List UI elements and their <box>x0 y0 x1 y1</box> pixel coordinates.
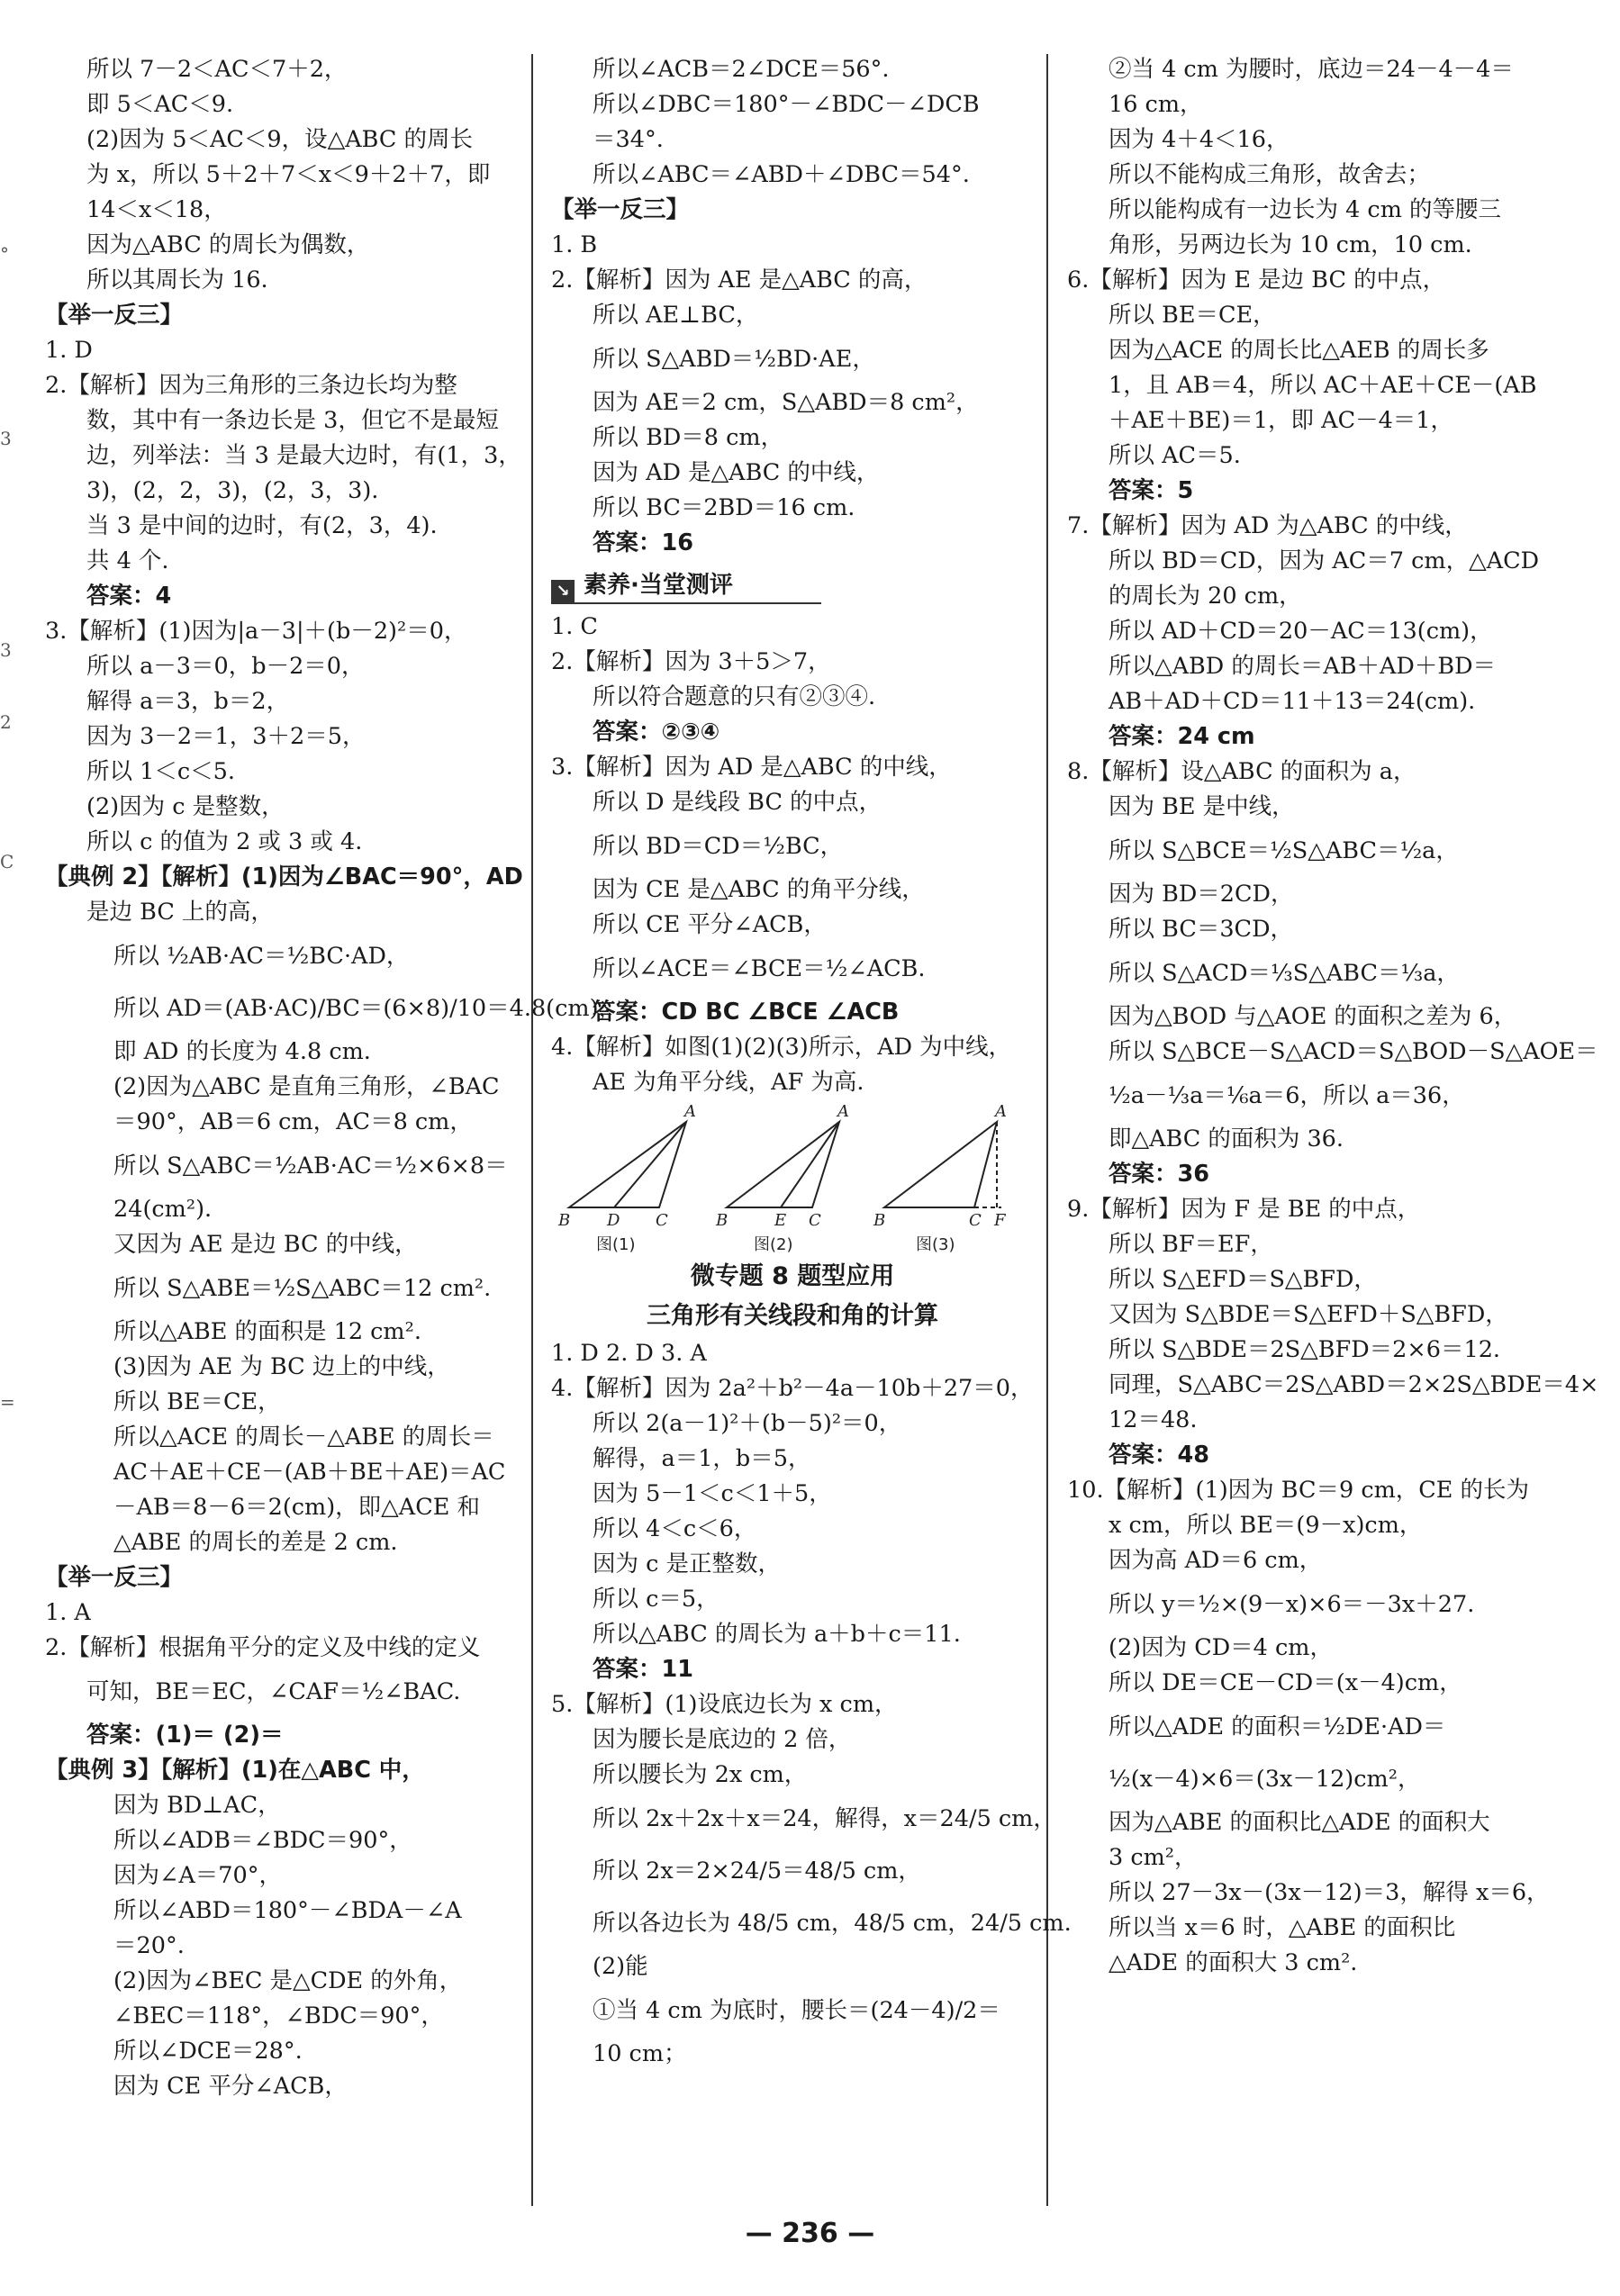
section-heading: 【典例 3】【解析】(1)在△ABC 中， <box>45 1757 425 1784</box>
formula-line: 所以 S△ABE＝½S△ABC＝12 cm². <box>113 1275 492 1302</box>
text-line: 因为 BD＝2CD， <box>1109 881 1294 908</box>
text-line: 共 4 个. <box>86 547 169 574</box>
text-line: AC＋AE＋CE－(AB＋BE＋AE)＝AC <box>113 1459 506 1486</box>
formula-line: 所以∠ACE＝∠BCE＝½∠ACB. <box>593 955 926 982</box>
triangle-2 <box>727 1122 839 1207</box>
question-line: 2.【解析】因为 3＋5＞7， <box>551 648 831 675</box>
question-line: 9.【解析】因为 F 是 BE 的中点， <box>1067 1196 1421 1223</box>
question-line: 3.【解析】(1)因为|a－3|＋(b－2)²＝0， <box>45 618 467 645</box>
answer-line: 答案：CD BC ∠BCE ∠ACB <box>593 999 900 1026</box>
answer-line: 答案：4 <box>86 583 172 610</box>
triangle-diagram <box>551 1104 1034 1257</box>
text-line: 当 3 是中间的边时，有(2，3，4). <box>86 512 438 539</box>
figure-label-1: 图(1) <box>596 1235 636 1254</box>
text-line: (3)因为 AE 为 BC 边上的中线， <box>113 1353 450 1380</box>
formula-line: 所以各边长为 48/5 cm，48/5 cm，24/5 cm. <box>593 1910 1072 1937</box>
text-line: 因为△BOD 与△AOE 的面积之差为 6， <box>1109 1003 1517 1030</box>
text-line: 所以 BE＝CE， <box>113 1388 281 1415</box>
text-line: 因为∠A＝70°， <box>113 1862 282 1889</box>
question-line: 8.【解析】设△ABC 的面积为 a， <box>1067 758 1416 785</box>
text-line: (2)能 <box>593 1953 648 1980</box>
formula-line: 所以 ½AB·AC＝½BC·AD， <box>113 943 410 970</box>
text-line: (2)因为 5＜AC＜9，设△ABC 的周长 <box>86 126 473 153</box>
text-line: 所以腰长为 2x cm， <box>593 1761 808 1788</box>
text-line: 所以 BF＝EF， <box>1109 1231 1273 1258</box>
text-line: 所以能构成有一边长为 4 cm 的等腰三 <box>1109 196 1502 223</box>
badge-title: 素养·当堂测评 <box>584 572 733 599</box>
text-line: 是边 BC 上的高， <box>86 899 274 926</box>
question-line: 10.【解析】(1)因为 BC＝9 cm，CE 的长为 <box>1067 1477 1530 1504</box>
column-2 <box>551 52 1072 2072</box>
text-line: 因为 BD⊥AC， <box>113 1792 281 1819</box>
text-line: 所以△ABC 的周长为 a＋b＋c＝11. <box>593 1621 961 1648</box>
text-line: 因为 CE 平分∠ACB， <box>113 2073 348 2100</box>
text-line: 所以 D 是线段 BC 的中点， <box>593 789 882 816</box>
answer-line: 1. A <box>45 1599 91 1626</box>
text-line: 所以 1＜c＜5. <box>86 758 235 785</box>
text-line: 数，其中有一条边长是 3，但它不是最短 <box>86 407 499 434</box>
section-heading: 【举一反三】 <box>45 302 184 329</box>
text-line: 因为 3－2＝1，3＋2＝5， <box>86 723 366 750</box>
svg-text:D: D <box>607 1211 620 1230</box>
text-line: x cm，所以 BE＝(9－x)cm， <box>1109 1512 1423 1539</box>
edge-mark: 3 <box>0 428 12 449</box>
svg-text:C: C <box>969 1211 982 1230</box>
question-line: 4.【解析】如图(1)(2)(3)所示，AD 为中线， <box>551 1034 1012 1061</box>
text-line: 即 5＜AC＜9. <box>86 91 234 118</box>
text-line: 3 cm²， <box>1109 1844 1198 1871</box>
text-line: 因为 5－1＜c＜1＋5， <box>593 1480 832 1507</box>
text-line: 即△ABC 的面积为 36. <box>1109 1125 1344 1153</box>
answer-line: 答案：5 <box>1109 477 1194 504</box>
question-line: 4.【解析】因为 2a²＋b²－4a－10b＋27＝0， <box>551 1375 1034 1402</box>
formula-line: ①当 4 cm 为底时，腰长＝(24－4)/2＝ <box>593 1997 1000 2024</box>
text-line: 所以 DE＝CE－CD＝(x－4)cm， <box>1109 1669 1462 1696</box>
formula-line: 所以△ADE 的面积＝½DE·AD＝ <box>1109 1713 1446 1740</box>
text-line: ∠BEC＝118°，∠BDC＝90°， <box>113 2002 444 2029</box>
svg-text:C: C <box>656 1211 668 1230</box>
text-line: AE 为角平分线，AF 为高. <box>593 1069 864 1096</box>
text-line: (2)因为∠BEC 是△CDE 的外角， <box>113 1967 463 1994</box>
svg-text:B: B <box>873 1211 886 1230</box>
answer-line: 答案：②③④ <box>593 719 720 746</box>
answer-line: 答案：16 <box>593 529 693 556</box>
text-line: 因为 c 是正整数， <box>593 1550 781 1577</box>
text-line: 所以∠ADB＝∠BDC＝90°， <box>113 1827 412 1854</box>
text-line: 所以∠ABC＝∠ABD＋∠DBC＝54°. <box>593 161 970 188</box>
text-line: 所以 4＜c＜6， <box>593 1515 757 1542</box>
text-line: 所以 AC＝5. <box>1109 442 1241 469</box>
bisector-ae <box>781 1122 839 1207</box>
formula-line: 可知，BE＝EC，∠CAF＝½∠BAC. <box>86 1678 461 1705</box>
text-line: 因为 BE 是中线， <box>1109 793 1295 820</box>
text-line: 3)，(2，2，3)，(2，3，3). <box>86 477 379 504</box>
column-divider <box>531 54 533 2206</box>
text-line: 所以 BD＝8 cm， <box>593 424 784 451</box>
answer-line: 1. D 2. D 3. A <box>551 1340 707 1367</box>
text-line: 所以∠DBC＝180°－∠BDC－∠DCB <box>593 91 980 118</box>
svg-text:A: A <box>837 1104 849 1121</box>
text-line: 角形，另两边长为 10 cm，10 cm. <box>1109 231 1472 258</box>
edge-mark: C <box>0 851 14 872</box>
text-line: 所以 27－3x－(3x－12)＝3，解得 x＝6， <box>1109 1879 1550 1906</box>
topic-title: 微专题 8 题型应用 <box>690 1262 895 1290</box>
text-line: ＝34°. <box>593 126 664 153</box>
text-line: 因为 4＋4＜16， <box>1109 126 1290 153</box>
question-line: 2.【解析】因为 AE 是△ABC 的高， <box>551 267 928 294</box>
text-line: 14＜x＜18， <box>86 196 227 223</box>
text-line: 边，列举法：当 3 是最大边时，有(1，3， <box>86 442 521 469</box>
formula-line: 所以 2x＋2x＋x＝24，解得，x＝24/5 cm， <box>593 1805 1056 1832</box>
question-line: 7.【解析】因为 AD 为△ABC 的中线， <box>1067 512 1468 539</box>
text-line: 所以 AD＋CD＝20－AC＝13(cm)， <box>1109 618 1493 645</box>
text-line: 所以 S△BDE＝2S△BFD＝2×6＝12. <box>1109 1336 1501 1363</box>
section-heading: 【典例 2】【解析】(1)因为∠BAC＝90°，AD <box>45 863 523 890</box>
text-line: (2)因为 c 是整数， <box>86 793 285 820</box>
text-line: 所以 7－2＜AC＜7＋2， <box>86 56 348 83</box>
text-line: ＝20°. <box>113 1932 185 1959</box>
text-line: 因为 AE＝2 cm，S△ABD＝8 cm²， <box>593 389 979 416</box>
section-heading: 【举一反三】 <box>551 196 690 223</box>
text-line: 因为 AD 是△ABC 的中线， <box>593 459 880 486</box>
triangle-1 <box>569 1122 686 1207</box>
text-line: 所以符合题意的只有②③④. <box>593 683 876 710</box>
svg-text:A: A <box>995 1104 1007 1121</box>
text-line: 的周长为 20 cm， <box>1109 583 1302 610</box>
text-line: 所以 BC＝3CD， <box>1109 916 1294 943</box>
topic-subtitle: 三角形有关线段和角的计算 <box>647 1302 938 1330</box>
text-line: 所以△ABE 的面积是 12 cm². <box>113 1318 421 1345</box>
text-line: 又因为 AE 是边 BC 的中线， <box>113 1231 418 1258</box>
text-line: ＋AE＋BE)＝1，即 AC－4＝1， <box>1109 407 1454 434</box>
text-line: 为 x，所以 5＋2＋7＜x＜9＋2＋7，即 <box>86 161 491 188</box>
text-line: △ADE 的面积大 3 cm². <box>1109 1949 1358 1976</box>
formula-line: 所以 2x＝2×24/5＝48/5 cm， <box>593 1858 921 1885</box>
arrow-icon: ↘ <box>551 580 575 603</box>
formula-line: ½(x－4)×6＝(3x－12)cm²， <box>1109 1766 1421 1793</box>
svg-text:F: F <box>994 1211 1006 1230</box>
formula-line: 所以 S△ABC＝½AB·AC＝½×6×8＝ <box>113 1153 508 1180</box>
text-line: (2)因为 CD＝4 cm， <box>1109 1634 1333 1661</box>
text-line: 12＝48. <box>1109 1406 1198 1433</box>
text-line: 所以△ACE 的周长－△ABE 的周长＝ <box>113 1424 494 1451</box>
triangle-3 <box>884 1122 997 1207</box>
text-line: 又因为 S△BDE＝S△EFD＋S△BFD， <box>1109 1301 1508 1328</box>
text-line: 所以△ABD 的周长＝AB＋AD＋BD＝ <box>1109 653 1497 680</box>
text-line: 所以不能构成三角形，故舍去； <box>1109 161 1431 188</box>
text-line: 即 AD 的长度为 4.8 cm. <box>113 1038 371 1065</box>
question-line: 3.【解析】因为 AD 是△ABC 的中线， <box>551 754 952 781</box>
text-line: (2)因为△ABC 是直角三角形，∠BAC <box>113 1073 500 1100</box>
formula-line: 所以 S△BCE＝½S△ABC＝½a， <box>1109 837 1459 864</box>
text-line: 所以其周长为 16. <box>86 267 268 294</box>
text-line: 同理，S△ABC＝2S△ABD＝2×2S△BDE＝4× <box>1109 1371 1599 1398</box>
median-ad <box>614 1122 686 1207</box>
question-line: 5.【解析】(1)设底边长为 x cm， <box>551 1691 898 1718</box>
answer-line: 1. C <box>551 613 598 640</box>
text-line: 10 cm； <box>593 2040 687 2067</box>
text-line: 解得 a＝3，b＝2， <box>86 688 290 715</box>
answer-line: 答案：11 <box>593 1656 693 1683</box>
text-line: 因为△ACE 的周长比△AEB 的周长多 <box>1109 337 1489 364</box>
text-line: 因为△ABE 的面积比△ADE 的面积大 <box>1109 1809 1490 1836</box>
triangle-figures <box>551 1104 1034 1257</box>
section-badge <box>551 568 821 604</box>
text-line: 所以 a－3＝0，b－2＝0， <box>86 653 365 680</box>
answer-line: 答案：48 <box>1109 1442 1209 1469</box>
formula-line: 所以 y＝½×(9－x)×6＝－3x＋27. <box>1109 1591 1475 1618</box>
svg-text:E: E <box>774 1211 787 1230</box>
edge-mark: 3 <box>0 639 12 661</box>
svg-text:C: C <box>809 1211 821 1230</box>
edge-mark: = <box>0 1391 15 1413</box>
answer-line: 答案：24 cm <box>1109 723 1255 750</box>
text-line: 所以∠ACB＝2∠DCE＝56°. <box>593 56 890 83</box>
answer-line: 1. D <box>45 337 93 364</box>
question-line: 2.【解析】根据角平分的定义及中线的定义 <box>45 1634 481 1661</box>
svg-text:A: A <box>684 1104 696 1121</box>
text-line: 所以 c 的值为 2 或 3 或 4. <box>86 828 363 855</box>
page-number: — 236 — <box>745 2218 875 2249</box>
text-line: 16 cm， <box>1109 91 1203 118</box>
text-line: ＝90°，AB＝6 cm，AC＝8 cm， <box>113 1108 473 1135</box>
formula-line: ½a－⅓a＝⅙a＝6，所以 a＝36， <box>1109 1082 1465 1109</box>
section-heading: 【举一反三】 <box>45 1564 184 1591</box>
svg-text:B: B <box>716 1211 729 1230</box>
text-line: 所以∠ABD＝180°－∠BDA－∠A <box>113 1897 462 1924</box>
text-line: 所以 CE 平分∠ACB， <box>593 911 827 938</box>
text-line: －AB＝8－6＝2(cm)，即△ACE 和 <box>113 1494 480 1521</box>
text-line: 因为腰长是底边的 2 倍， <box>593 1726 852 1753</box>
question-line: 6.【解析】因为 E 是边 BC 的中点， <box>1067 267 1446 294</box>
text-line: 因为△ABC 的周长为偶数， <box>86 231 370 258</box>
text-line: 所以 BE＝CE， <box>1109 302 1276 329</box>
text-line: 所以当 x＝6 时，△ABE 的面积比 <box>1109 1914 1456 1941</box>
text-line: 所以∠DCE＝28°. <box>113 2038 303 2065</box>
column-divider <box>1046 54 1048 2206</box>
text-line: 所以 2(a－1)²＋(b－5)²＝0， <box>593 1410 902 1437</box>
text-line: 所以 S△EFD＝S△BFD， <box>1109 1266 1377 1293</box>
formula-line: 所以 BD＝CD＝½BC， <box>593 833 844 860</box>
column-3 <box>1067 52 1599 1981</box>
figure-label-2: 图(2) <box>754 1235 793 1254</box>
text-line: 24(cm²). <box>113 1196 213 1223</box>
text-line: △ABE 的周长的差是 2 cm. <box>113 1529 398 1556</box>
text-line: 因为高 AD＝6 cm， <box>1109 1547 1323 1574</box>
answer-line: 1. B <box>551 231 598 258</box>
formula-line: 所以 S△ABD＝½BD·AE， <box>593 346 875 373</box>
edge-mark: 2 <box>0 711 12 733</box>
answer-line: 答案：36 <box>1109 1161 1209 1188</box>
svg-text:B: B <box>558 1211 571 1230</box>
text-line: 1，且 AB＝4，所以 AC＋AE＋CE－(AB <box>1109 372 1537 399</box>
edge-mark: ° <box>0 243 9 265</box>
formula-line: 所以 S△ACD＝⅓S△ABC＝⅓a， <box>1109 960 1460 987</box>
text-line: 所以 S△BCE－S△ACD＝S△BOD－S△AOE＝ <box>1109 1038 1598 1065</box>
formula-line: 所以 AD＝(AB·AC)/BC＝(6×8)/10＝4.8(cm)， <box>113 995 622 1022</box>
text-line: 所以 AE⊥BC， <box>593 302 759 329</box>
text-line: 所以 BD＝CD，因为 AC＝7 cm，△ACD <box>1109 547 1540 574</box>
answer-line: 答案：(1)＝ (2)＝ <box>86 1722 284 1749</box>
text-line: 因为 CE 是△ABC 的角平分线， <box>593 876 925 903</box>
text-line: ②当 4 cm 为腰时，底边＝24－4－4＝ <box>1109 56 1514 83</box>
text-line: 解得，a＝1，b＝5， <box>593 1445 811 1472</box>
question-line: 2.【解析】因为三角形的三条边长均为整 <box>45 372 457 399</box>
text-line: 所以 c＝5， <box>593 1586 719 1613</box>
text-line: AB＋AD＋CD＝11＋13＝24(cm). <box>1109 688 1476 715</box>
figure-label-3: 图(3) <box>916 1235 955 1254</box>
text-line: 所以 BC＝2BD＝16 cm. <box>593 494 855 521</box>
